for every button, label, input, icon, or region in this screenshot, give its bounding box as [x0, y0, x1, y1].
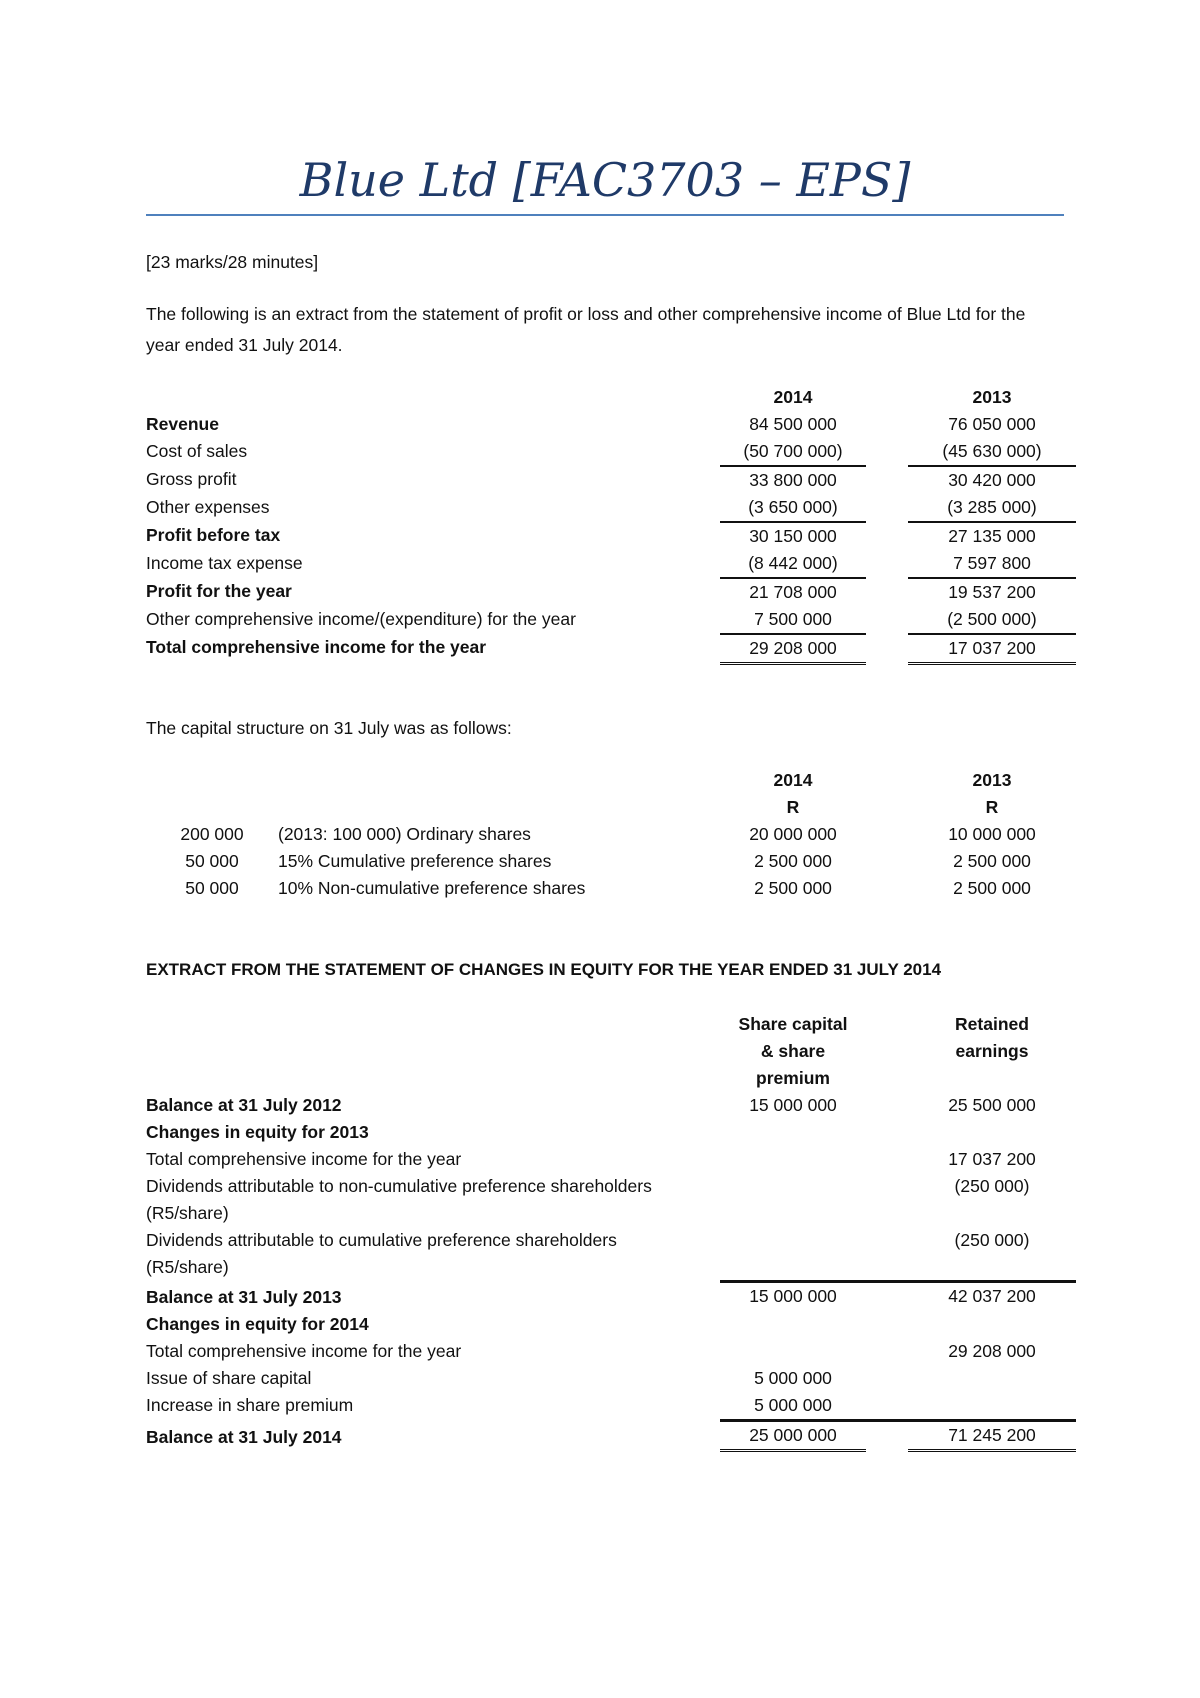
row-label: Balance at 31 July 2014: [146, 1426, 342, 1447]
table-row: [146, 494, 1076, 522]
row-label: Increase in share premium: [146, 1395, 354, 1415]
value-2014: (8 442 000): [720, 550, 866, 578]
retained-earnings-value: 71 245 200: [908, 1421, 1076, 1451]
table-row: [146, 1365, 1076, 1392]
row-label: Other expenses: [146, 497, 270, 517]
capital-header-2013: 2013: [972, 770, 1012, 790]
header-line: earnings: [955, 1041, 1029, 1061]
table-row: [146, 821, 1076, 848]
value-2013: 7 597 800: [908, 550, 1076, 578]
row-label: Issue of share capital: [146, 1368, 312, 1388]
table-row: [146, 578, 1076, 606]
retained-earnings-value: 17 037 200: [948, 1149, 1036, 1169]
table-row: [146, 438, 1076, 466]
table-row: [146, 634, 1076, 664]
retained-earnings-value: 29 208 000: [948, 1341, 1036, 1361]
header-line: Retained: [955, 1014, 1029, 1034]
value-2014: 33 800 000: [749, 470, 837, 490]
retained-earnings-value: [908, 1365, 1076, 1392]
row-label: Total comprehensive income for the year: [146, 1149, 462, 1169]
share-capital-value: 15 000 000: [720, 1281, 866, 1311]
share-description: 10% Non-cumulative preference shares: [278, 878, 586, 898]
value-2014: 2 500 000: [754, 851, 832, 871]
table-row: [146, 1173, 1076, 1227]
value-2013: 10 000 000: [948, 824, 1036, 844]
value-2013: 76 050 000: [948, 414, 1036, 434]
value-2014: (50 700 000): [720, 438, 866, 466]
share-count: 200 000: [180, 824, 244, 844]
table-row: [146, 1338, 1076, 1365]
income-header-2013: 2013: [972, 387, 1012, 407]
table-row: [146, 848, 1076, 875]
row-label: Total comprehensive income for the year: [146, 1341, 462, 1361]
row-label: Total comprehensive income for the year: [146, 637, 487, 657]
row-label: Other comprehensive income/(expenditure) for the year: [146, 609, 576, 629]
equity-heading: EXTRACT FROM THE STATEMENT OF CHANGES IN EQUITY FOR THE YEAR ENDED 31 JULY 2014: [146, 960, 942, 979]
share-capital-header: [720, 1011, 866, 1092]
share-capital-value: [720, 1119, 866, 1146]
table-row: [146, 1311, 1076, 1338]
marks-note: [23 marks/28 minutes]: [146, 252, 319, 272]
value-2013: (45 630 000): [908, 438, 1076, 466]
row-label: Changes in equity for 2014: [146, 1314, 369, 1334]
capital-intro: The capital structure on 31 July was as follows:: [146, 718, 512, 738]
equity-table: [146, 1011, 1076, 1452]
share-capital-value: [720, 1146, 866, 1173]
value-2013: 30 420 000: [948, 470, 1036, 490]
retained-earnings-value: [908, 1392, 1076, 1421]
capital-currency-row: [146, 794, 1076, 821]
share-capital-value: 5 000 000: [754, 1395, 832, 1415]
value-2013: 2 500 000: [953, 878, 1031, 898]
retained-earnings-header: [908, 1011, 1076, 1092]
header-line: Share capital: [738, 1014, 848, 1034]
value-2014: 20 000 000: [749, 824, 837, 844]
table-row: [146, 1146, 1076, 1173]
row-label: Profit for the year: [146, 581, 292, 601]
retained-earnings-value: [908, 1311, 1076, 1338]
share-capital-value: 5 000 000: [754, 1368, 832, 1388]
retained-earnings-value: 25 500 000: [948, 1095, 1036, 1115]
table-row: [146, 606, 1076, 634]
table-row: [146, 466, 1076, 494]
income-statement-table: [146, 384, 1076, 665]
row-label: Balance at 31 July 2013: [146, 1287, 342, 1307]
table-row: [146, 1119, 1076, 1146]
title-rule: [146, 214, 1064, 216]
income-header-row: [146, 384, 1076, 411]
currency-label-2014: R: [786, 797, 800, 817]
table-row: [146, 1281, 1076, 1311]
table-row: [146, 550, 1076, 578]
row-label: Dividends attributable to non-cumulative preference shareholders (R5/share): [146, 1176, 652, 1223]
share-capital-value: 25 000 000: [720, 1421, 866, 1451]
retained-earnings-value: 42 037 200: [908, 1281, 1076, 1311]
capital-header-2014: 2014: [773, 770, 813, 790]
header-line: & share: [760, 1041, 826, 1061]
share-capital-value: [720, 1338, 866, 1365]
equity-header-row: [146, 1011, 1076, 1092]
table-row: [146, 1392, 1076, 1421]
share-description: (2013: 100 000) Ordinary shares: [278, 824, 531, 844]
share-capital-value: 15 000 000: [749, 1095, 837, 1115]
page-title: Blue Ltd [FAC3703 – EPS]: [299, 153, 911, 207]
capital-structure-table: [146, 767, 1076, 902]
value-2014: (3 650 000): [720, 494, 866, 522]
income-header-2014: 2014: [773, 387, 813, 407]
value-2013: 27 135 000: [948, 526, 1036, 546]
share-count: 50 000: [185, 878, 239, 898]
table-row: [146, 875, 1076, 902]
value-2013: (3 285 000): [908, 494, 1076, 522]
share-capital-value: [720, 1311, 866, 1338]
row-label: Changes in equity for 2013: [146, 1122, 369, 1142]
header-line: premium: [756, 1068, 830, 1088]
value-2013: (2 500 000): [908, 606, 1076, 634]
table-row: [146, 1227, 1076, 1281]
value-2013: 2 500 000: [953, 851, 1031, 871]
intro-paragraph: The following is an extract from the statement of profit or loss and other comprehensive income of Blue Ltd for the year ended 31 July 2014.: [146, 304, 1026, 355]
value-2014: 84 500 000: [749, 414, 837, 434]
share-count: 50 000: [185, 851, 239, 871]
retained-earnings-value: [908, 1119, 1076, 1146]
capital-header-row: [146, 767, 1076, 794]
table-row: [146, 1092, 1076, 1119]
share-capital-value: [720, 1227, 866, 1281]
row-label: Dividends attributable to cumulative preference shareholders (R5/share): [146, 1230, 617, 1277]
table-row: [146, 411, 1076, 438]
row-label: Revenue: [146, 414, 219, 434]
row-label: Gross profit: [146, 469, 237, 489]
share-capital-value: [720, 1173, 866, 1227]
table-row: [146, 1421, 1076, 1451]
table-row: [146, 522, 1076, 550]
share-description: 15% Cumulative preference shares: [278, 851, 552, 871]
value-2014: 2 500 000: [754, 878, 832, 898]
value-2013: 19 537 200: [948, 582, 1036, 602]
retained-earnings-value: (250 000): [954, 1176, 1030, 1196]
value-2014: 30 150 000: [749, 526, 837, 546]
retained-earnings-value: (250 000): [954, 1230, 1030, 1250]
row-label: Income tax expense: [146, 553, 303, 573]
value-2014: 21 708 000: [749, 582, 837, 602]
value-2014: 7 500 000: [720, 606, 866, 634]
value-2014: 29 208 000: [720, 634, 866, 664]
value-2013: 17 037 200: [908, 634, 1076, 664]
row-label: Cost of sales: [146, 441, 248, 461]
row-label: Balance at 31 July 2012: [146, 1095, 342, 1115]
row-label: Profit before tax: [146, 525, 281, 545]
currency-label-2013: R: [985, 797, 999, 817]
